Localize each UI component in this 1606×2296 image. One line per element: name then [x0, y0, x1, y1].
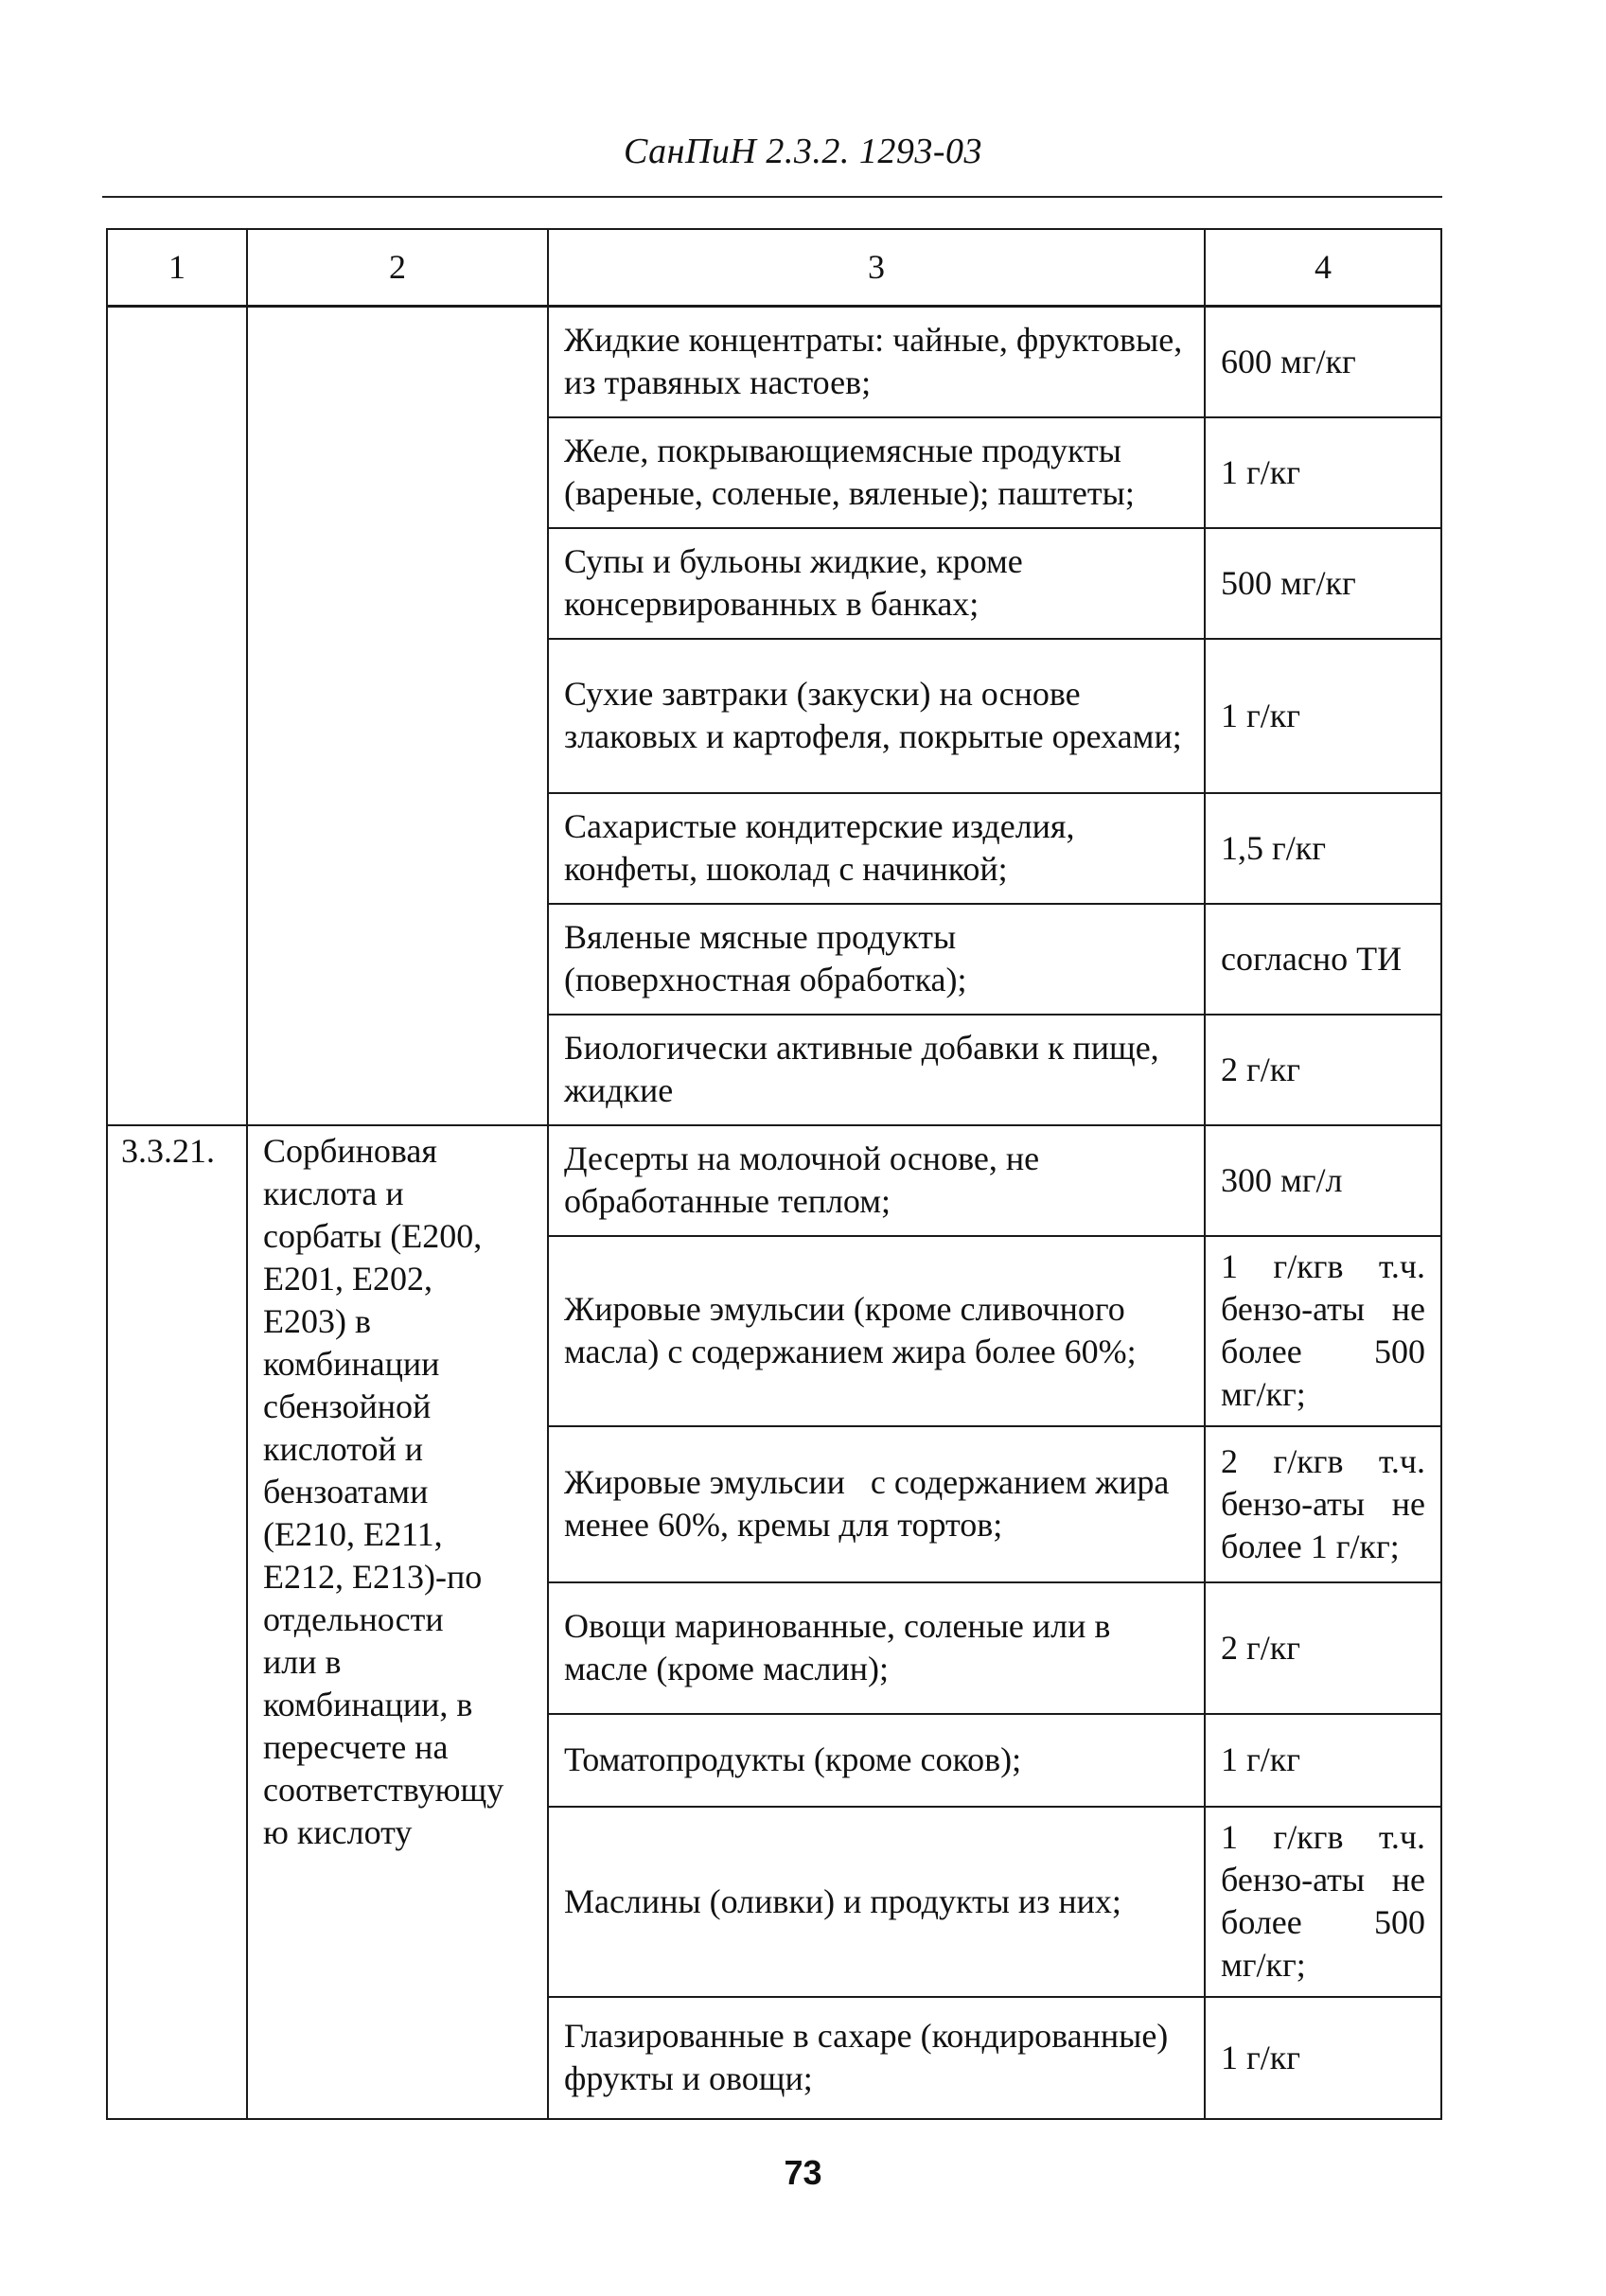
product-cell: Биологически активные добавки к пище, жидкие [548, 1015, 1205, 1125]
limit-line: 1 г/кгв т.ч. [1221, 1247, 1425, 1285]
table-row [107, 307, 1441, 417]
item-name-line: соответствующу [263, 1770, 504, 1809]
limit-cell: 1,5 г/кг [1205, 793, 1441, 904]
product-cell: Маслины (оливки) и продукты из них; [548, 1807, 1205, 1997]
limit-cell: 1 г/кг [1205, 1714, 1441, 1807]
item-name-line: сбензойной [263, 1386, 432, 1425]
limit-line: более 500 [1221, 1903, 1425, 1941]
limit-cell [1205, 1236, 1441, 1426]
product-cell: Жидкие концентраты: чайные, фруктовые, из травяных настоев; [548, 307, 1205, 417]
header-rule [102, 196, 1442, 198]
limit-line: мг/кг; [1221, 1375, 1306, 1413]
item-name-line: Е203) в [263, 1301, 371, 1340]
limit-cell: 600 мг/кг [1205, 307, 1441, 417]
product-cell: Десерты на молочной основе, не обработанные теплом; [548, 1125, 1205, 1236]
item-name-line: бензоатами [263, 1472, 429, 1510]
limit-cell: 300 мг/л [1205, 1125, 1441, 1236]
product-cell: Глазированные в сахаре (кондированные) фрукты и овощи; [548, 1997, 1205, 2119]
item-name-cell [247, 307, 548, 1125]
item-name-line: (Е210, Е211, [263, 1514, 443, 1553]
product-cell: Жировые эмульсии с содержанием жира менее 60%, кремы для тортов; [548, 1426, 1205, 1582]
item-name-line: комбинации, в [263, 1685, 473, 1723]
limit-cell: 1 г/кг [1205, 639, 1441, 793]
page-header: СанПиН 2.3.2. 1293-03 [624, 132, 982, 171]
limit-line: более 500 [1221, 1333, 1425, 1370]
product-cell: Вяленые мясные продукты (поверхностная обработка); [548, 904, 1205, 1015]
product-cell: Желе, покрывающиемясные продукты (вареные, соленые, вяленые); паштеты; [548, 417, 1205, 528]
item-name-cell [247, 1125, 548, 2119]
item-name-line: Е201, Е202, [263, 1259, 432, 1298]
product-cell: Сахаристые кондитерские изделия, конфеты, шоколад с начинкой; [548, 793, 1205, 904]
limit-line: более 1 г/кг; [1221, 1527, 1400, 1565]
limit-line: 1 г/кгв т.ч. [1221, 1818, 1425, 1856]
item-name-line: Сорбиновая [263, 1131, 437, 1170]
column-header: 2 [247, 229, 548, 307]
item-name-line: или в [263, 1642, 342, 1681]
item-name-line: пересчете на [263, 1727, 449, 1766]
limit-cell: 2 г/кг [1205, 1015, 1441, 1125]
item-number-cell [107, 307, 247, 1125]
product-cell: Овощи маринованные, соленые или в масле (кроме маслин); [548, 1582, 1205, 1714]
limit-line: мг/кг; [1221, 1946, 1306, 1984]
item-name-line: комбинации [263, 1344, 440, 1383]
limit-line: бензо-аты не [1221, 1290, 1425, 1328]
item-name-line: кислотой и [263, 1429, 424, 1468]
limit-cell [1205, 1807, 1441, 1997]
product-cell: Сухие завтраки (закуски) на основе злаковых и картофеля, покрытые орехами; [548, 639, 1205, 793]
limit-line: бензо-аты не [1221, 1861, 1425, 1899]
item-name-line: кислота и [263, 1174, 404, 1212]
limit-cell: согласно ТИ [1205, 904, 1441, 1015]
column-header: 3 [548, 229, 1205, 307]
product-cell: Супы и бульоны жидкие, кроме консервированных в банках; [548, 528, 1205, 639]
limit-cell: 1 г/кг [1205, 417, 1441, 528]
item-name-line: сорбаты (Е200, [263, 1216, 483, 1255]
item-name-line: отдельности [263, 1599, 444, 1638]
header-row [107, 229, 1441, 307]
product-cell: Жировые эмульсии (кроме сливочного масла) с содержанием жира более 60%; [548, 1236, 1205, 1426]
limit-cell [1205, 1426, 1441, 1582]
column-header: 4 [1205, 229, 1441, 307]
limit-cell: 500 мг/кг [1205, 528, 1441, 639]
item-number-cell: 3.3.21. [107, 1125, 247, 2119]
limit-cell: 2 г/кг [1205, 1582, 1441, 1714]
item-name-line: ю кислоту [263, 1812, 413, 1851]
limit-line: бензо-аты не [1221, 1484, 1425, 1523]
item-name-line: Е212, Е213)-по [263, 1557, 483, 1596]
column-header: 1 [107, 229, 247, 307]
additives-table [106, 228, 1442, 2120]
limit-cell: 1 г/кг [1205, 1997, 1441, 2119]
page-number: 73 [784, 2153, 822, 2192]
limit-line: 2 г/кгв т.ч. [1221, 1441, 1425, 1480]
product-cell: Томатопродукты (кроме соков); [548, 1714, 1205, 1807]
table-row [107, 1125, 1441, 1236]
